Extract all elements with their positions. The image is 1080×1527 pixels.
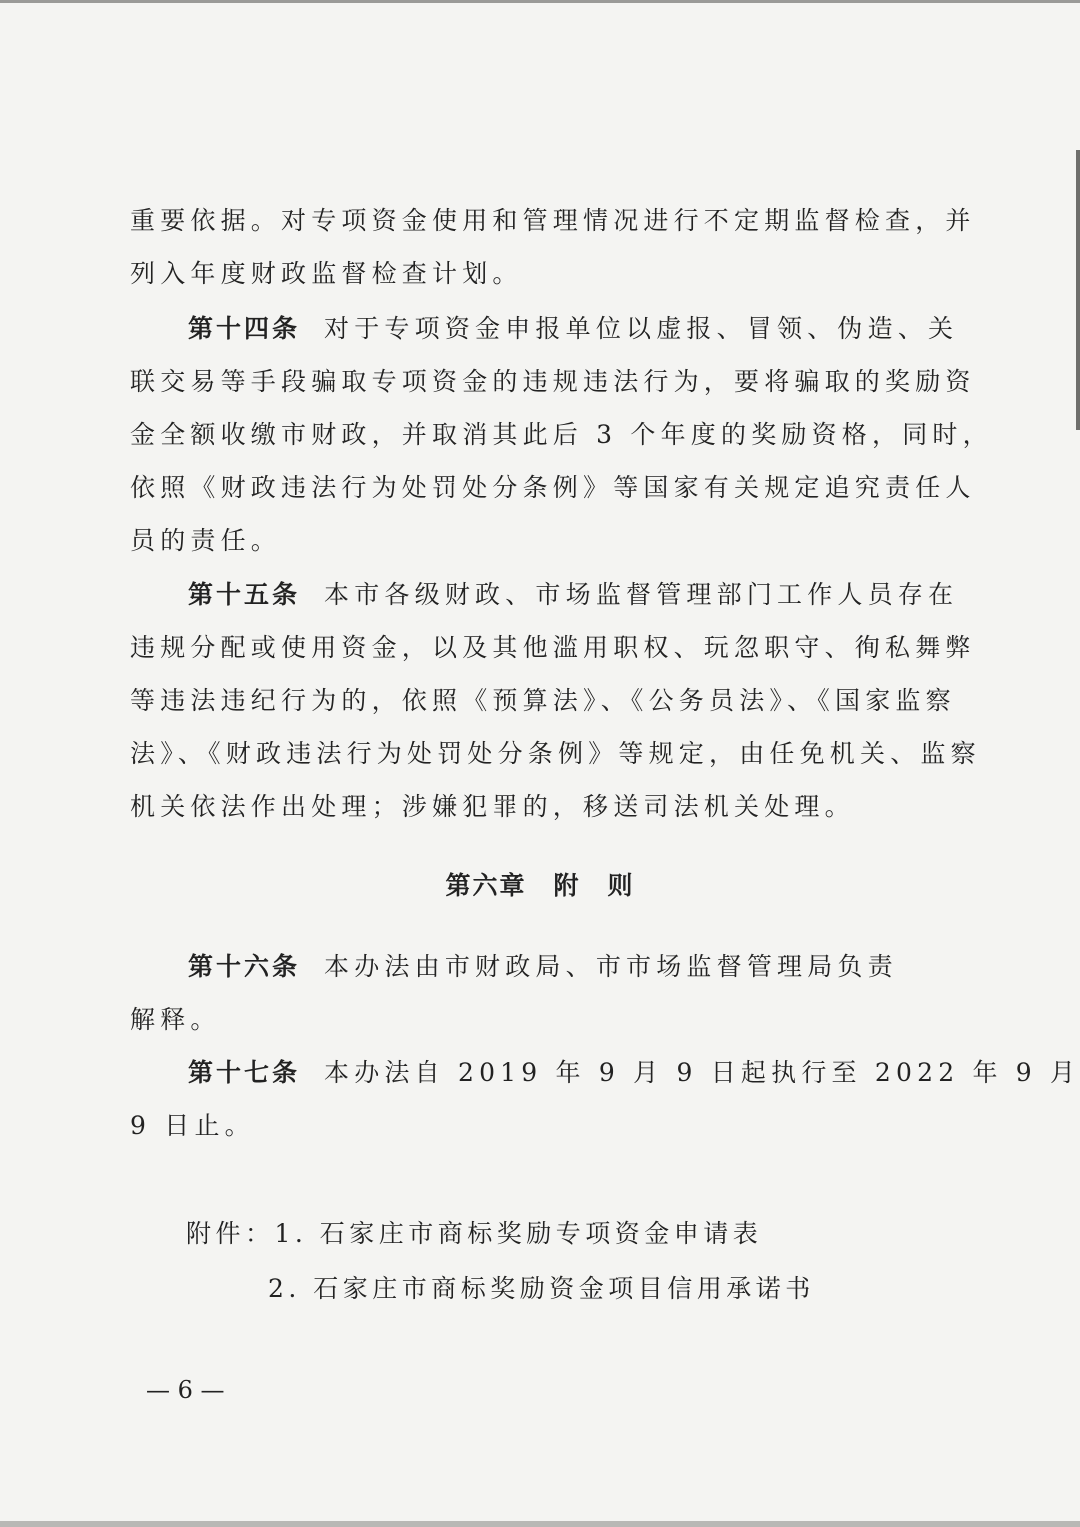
- article-first-line: [130, 940, 940, 993]
- attachment-item: 附件：1. 石家庄市商标奖励专项资金申请表: [186, 1219, 763, 1248]
- text-line: 本办法由市财政局、市市场监督管理局负责: [324, 952, 898, 981]
- scan-edge-bottom: [0, 1521, 1080, 1527]
- text-line: 机关依法作出处理；涉嫌犯罪的，移送司法机关处理。: [130, 792, 855, 821]
- article-17: [130, 1046, 1080, 1152]
- text-line: 重要依据。对专项资金使用和管理情况进行不定期监督检查，并: [130, 206, 976, 235]
- scan-edge-right: [1076, 150, 1080, 430]
- scan-edge-top: [0, 0, 1080, 3]
- text-line: 违规分配或使用资金，以及其他滥用职权、玩忽职守、徇私舞弊: [130, 633, 976, 662]
- article-14: [130, 302, 993, 567]
- text-line: 法》、《财政违法行为处罚处分条例》等规定，由任免机关、监察: [130, 739, 981, 768]
- article-15: [130, 568, 981, 833]
- text-line: 列入年度财政监督检查计划。: [130, 259, 523, 288]
- text-line: 依照《财政违法行为处罚处分条例》等国家有关规定追究责任人: [130, 473, 976, 502]
- article-first-line: [130, 568, 959, 621]
- text-line: 本市各级财政、市场监督管理部门工作人员存在: [324, 580, 959, 609]
- text-line: 本办法自 2019 年 9 月 9 日起执行至 2022 年 9 月: [324, 1058, 1080, 1087]
- article-label: 第十四条: [188, 314, 301, 343]
- article-label: 第十六条: [188, 952, 301, 981]
- text-line: 等违法违纪行为的，依照《预算法》、《公务员法》、《国家监察: [130, 686, 956, 715]
- article-first-line: [130, 302, 959, 355]
- chapter-heading: 第六章 附 则: [445, 871, 635, 900]
- article-label: 第十七条: [188, 1058, 301, 1087]
- attachment-item: 2. 石家庄市商标奖励资金项目信用承诺书: [268, 1274, 815, 1303]
- text-line: 9 日止。: [130, 1111, 255, 1140]
- paragraph-continuation: [130, 194, 976, 300]
- text-line: 联交易等手段骗取专项资金的违规违法行为，要将骗取的奖励资: [130, 367, 976, 396]
- article-label: 第十五条: [188, 580, 301, 609]
- page-number: — 6 —: [146, 1376, 225, 1404]
- article-16: [130, 940, 940, 1046]
- article-first-line: [130, 1046, 1080, 1099]
- text-line: 解释。: [130, 1005, 221, 1034]
- attachments-list: [186, 1206, 815, 1316]
- text-line: 对于专项资金申报单位以虚报、冒领、伪造、关: [324, 314, 959, 343]
- text-line: 员的责任。: [130, 526, 282, 555]
- text-line: 金全额收缴市财政，并取消其此后 3 个年度的奖励资格，同时，: [130, 420, 993, 449]
